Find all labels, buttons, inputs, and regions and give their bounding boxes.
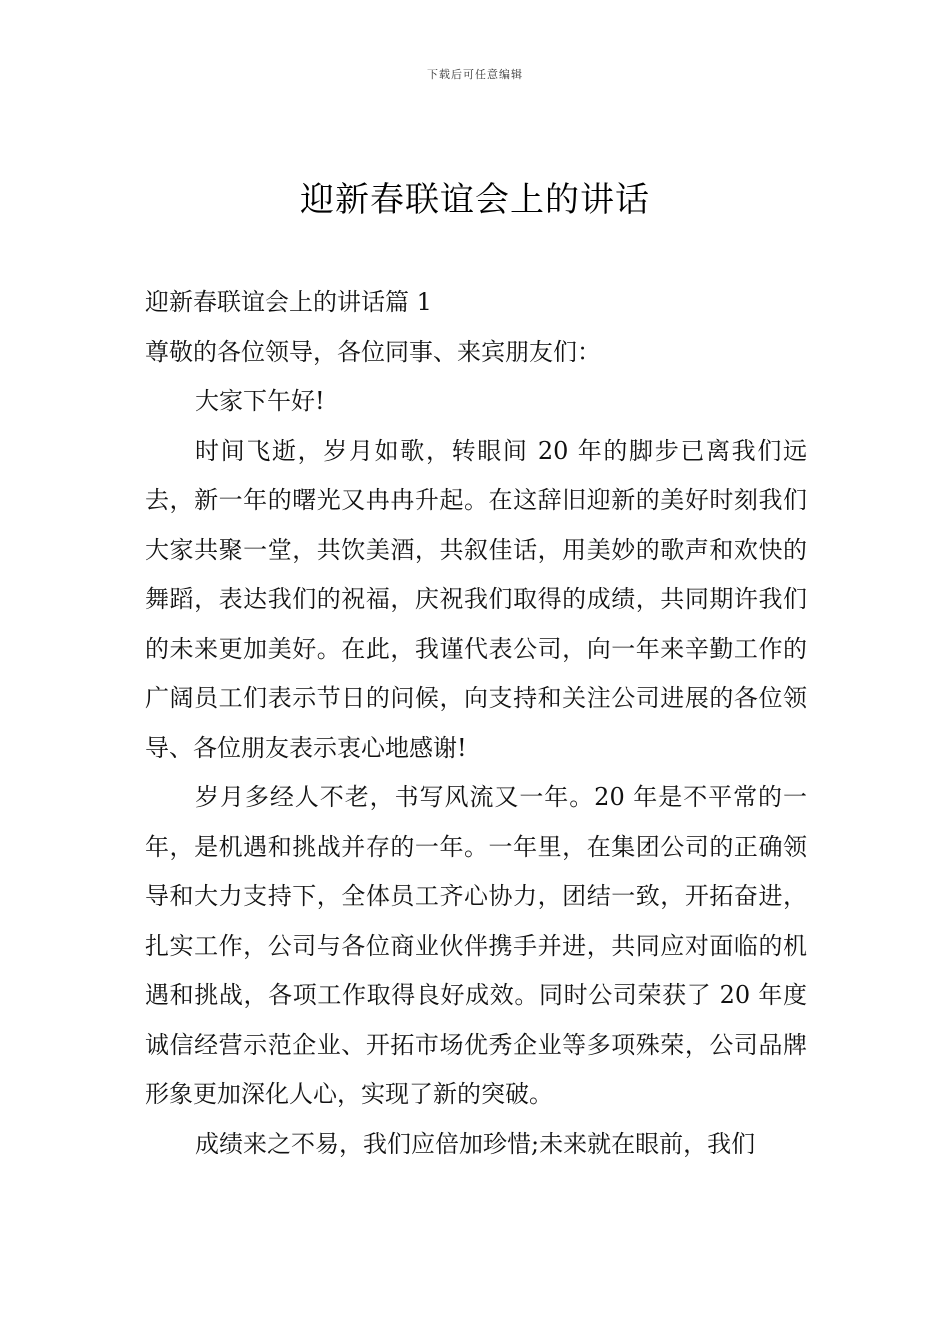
greeting: 大家下午好!: [195, 387, 325, 415]
document-title: 迎新春联谊会上的讲话: [300, 180, 650, 220]
page-header-note: 下载后可任意编辑: [427, 68, 523, 81]
section-heading: 迎新春联谊会上的讲话篇 1: [145, 288, 432, 316]
body-paragraph: 岁月多经人不老，书写风流又一年。20 年是不平常的一年，是机遇和挑战并存的一年。一年里，在集团公司的正确领导和大力支持下，全体员工齐心协力，团结一致，开拓奋进，扎实工作，公司与各位商业伙伴携手并进，共同应对面临的机遇和挑战，各项工作取得良好成效。同时公司荣获了 20 年度诚信经营示范企业、开拓市场优秀企业等多项殊荣，公司品牌形象更加深化人心，实现了新的突破。: [145, 783, 807, 1108]
document-body: [145, 278, 807, 1169]
salutation: 尊敬的各位领导，各位同事、来宾朋友们：: [145, 337, 601, 366]
body-paragraph: 时间飞逝，岁月如歌，转眼间 20 年的脚步已离我们远去，新一年的曙光又冉冉升起。在这辞旧迎新的美好时刻我们大家共聚一堂，共饮美酒，共叙佳话，用美妙的歌声和欢快的舞蹈，表达我们的祝福，庆祝我们取得的成绩，共同期许我们的未来更加美好。在此，我谨代表公司，向一年来辛勤工作的广阔员工们表示节日的问候，向支持和关注公司进展的各位领导、各位朋友表示衷心地感谢!: [145, 436, 807, 762]
body-paragraph: 成绩来之不易，我们应倍加珍惜;未来就在眼前，我们: [195, 1129, 756, 1158]
